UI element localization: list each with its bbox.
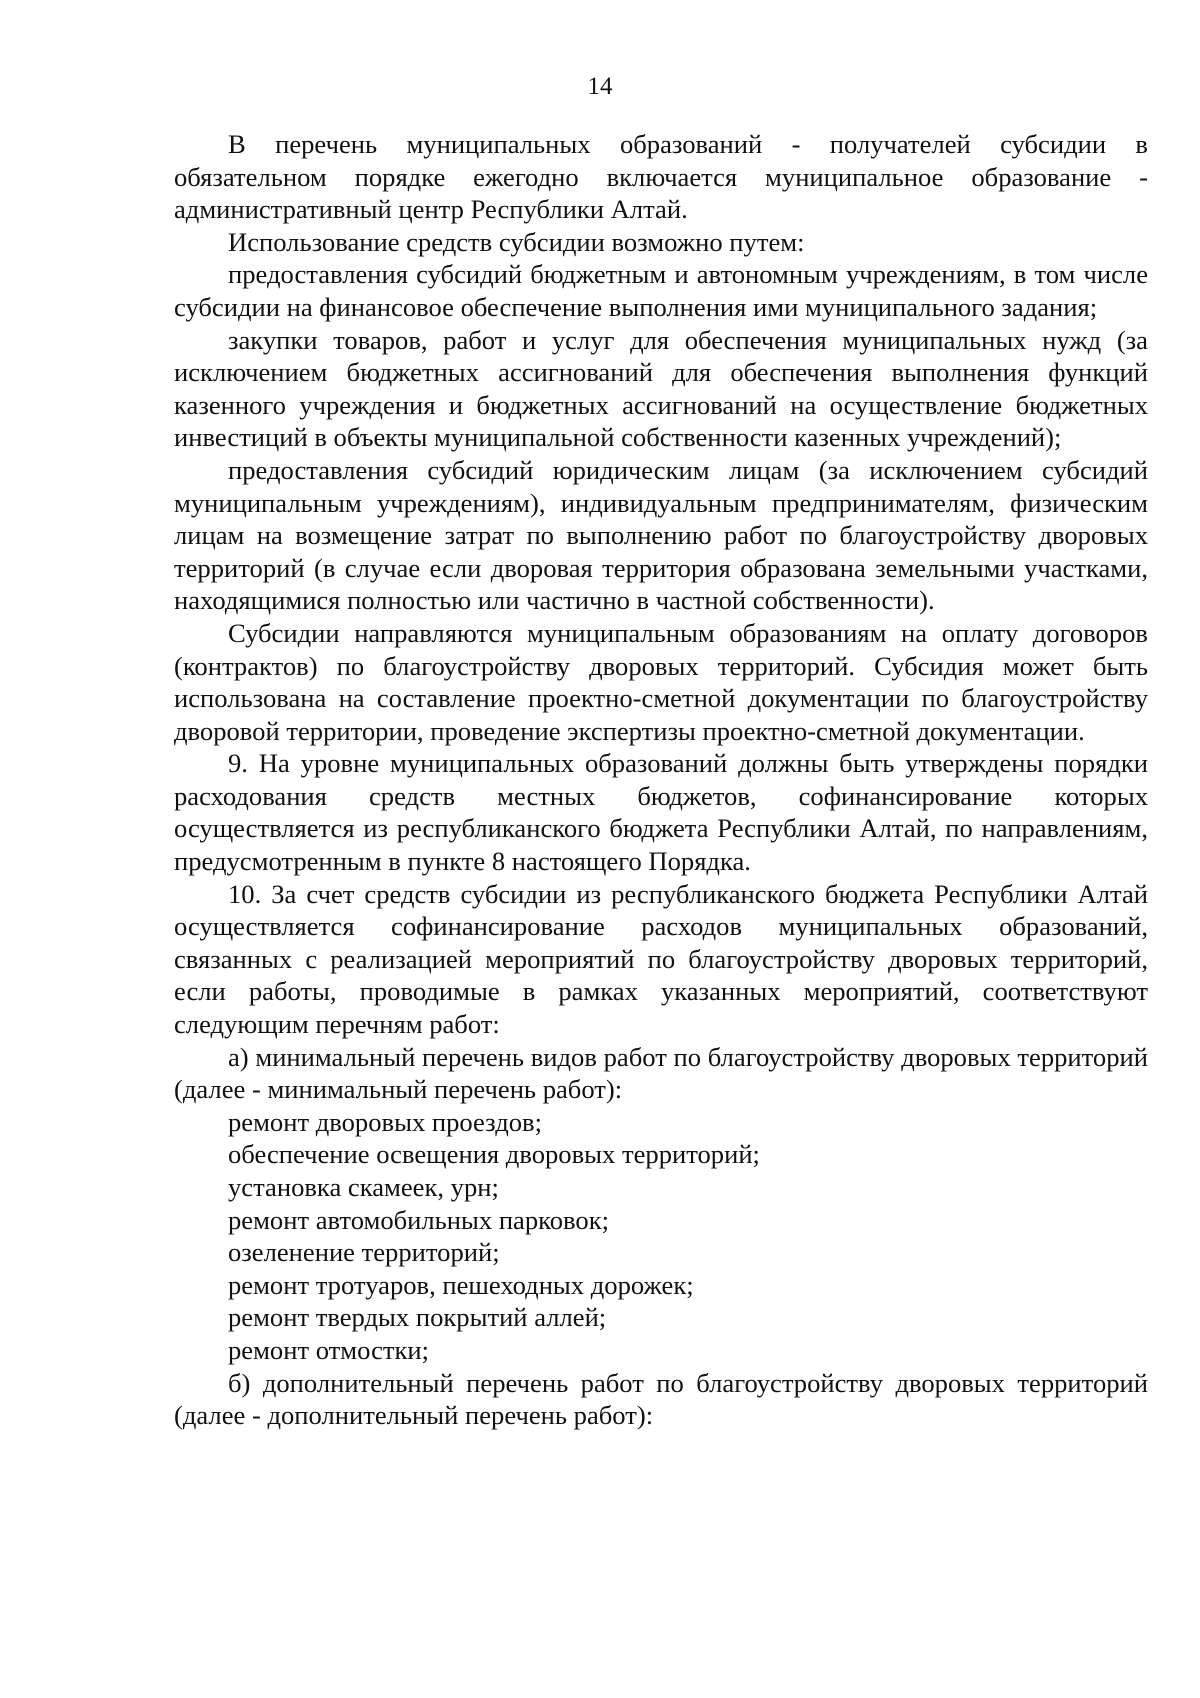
page-number: 14	[587, 73, 613, 100]
paragraph-subsidy-direction: Субсидии направляются муниципальным образованиям на оплату договоров (контрактов) по благоустройству дворовых территорий. Субсидия может быть использована на составление проектно-сметной документации по благоустройству дворовой территории, проведение экспертизы проектно-сметной документации.	[174, 617, 1148, 746]
paragraph-additional-list-intro: б) дополнительный перечень работ по благоустройству дворовых территорий (далее - дополнительный перечень работ):	[174, 1367, 1148, 1431]
list-item-minimal-work: ремонт автомобильных парковок;	[228, 1204, 609, 1235]
paragraph-usage-intro: Использование средств субсидии возможно путем:	[228, 226, 805, 257]
list-item-minimal-work: озеленение территорий;	[228, 1237, 500, 1268]
list-item-minimal-work: ремонт твердых покрытий аллей;	[228, 1302, 607, 1333]
paragraph-item-9: 9. На уровне муниципальных образований должны быть утверждены порядки расходования средств местных бюджетов, софинансирование которых осуществляется из республиканского бюджета Республики Алтай, по направлениям, предусмотренным в пункте 8 настоящего Порядка.	[174, 748, 1148, 877]
document-body	[174, 128, 1148, 1432]
list-item-minimal-work: установка скамеек, урн;	[228, 1172, 499, 1202]
paragraph-item-10: 10. За счет средств субсидии из республиканского бюджета Республики Алтай осуществляется софинансирование расходов муниципальных образований, связанных с реализацией мероприятий по благоустройству дворовых территорий, если работы, проводимые в рамках указанных мероприятий, соответствуют следующим перечням работ:	[174, 878, 1148, 1040]
paragraph-admin-center: В перечень муниципальных образований - получателей субсидии в обязательном порядке ежегодно включается муниципальное образование - административный центр Республики Алтай.	[174, 129, 1148, 225]
list-item-minimal-work: ремонт отмостки;	[228, 1334, 430, 1365]
paragraph-usage-subsidies-institutions: предоставления субсидий бюджетным и автономным учреждениям, в том числе субсидии на финансовое обеспечение выполнения ими муниципального задания;	[174, 259, 1148, 322]
paragraph-minimal-list-intro: а) минимальный перечень видов работ по благоустройству дворовых территорий (далее - минимальный перечень работ):	[174, 1041, 1148, 1105]
list-item-minimal-work: ремонт дворовых проездов;	[228, 1106, 542, 1137]
list-item-minimal-work: обеспечение освещения дворовых территорий;	[228, 1139, 760, 1170]
paragraph-usage-subsidies-legal-entities: предоставления субсидий юридическим лицам (за исключением субсидий муниципальным учреждениям), индивидуальным предпринимателям, физическим лицам на возмещение затрат по выполнению работ по благоустройству дворовых территорий (в случае если дворовая территория образована земельными участками, находящимися полностью или частично в частной собственности).	[174, 454, 1148, 616]
paragraph-usage-procurement: закупки товаров, работ и услуг для обеспечения муниципальных нужд (за исключением бюджетных ассигнований для обеспечения выполнения функций казенного учреждения и бюджетных ассигнований на осуществление бюджетных инвестиций в объекты муниципальной собственности казенных учреждений);	[174, 324, 1148, 453]
list-item-minimal-work: ремонт тротуаров, пешеходных дорожек;	[228, 1269, 694, 1300]
